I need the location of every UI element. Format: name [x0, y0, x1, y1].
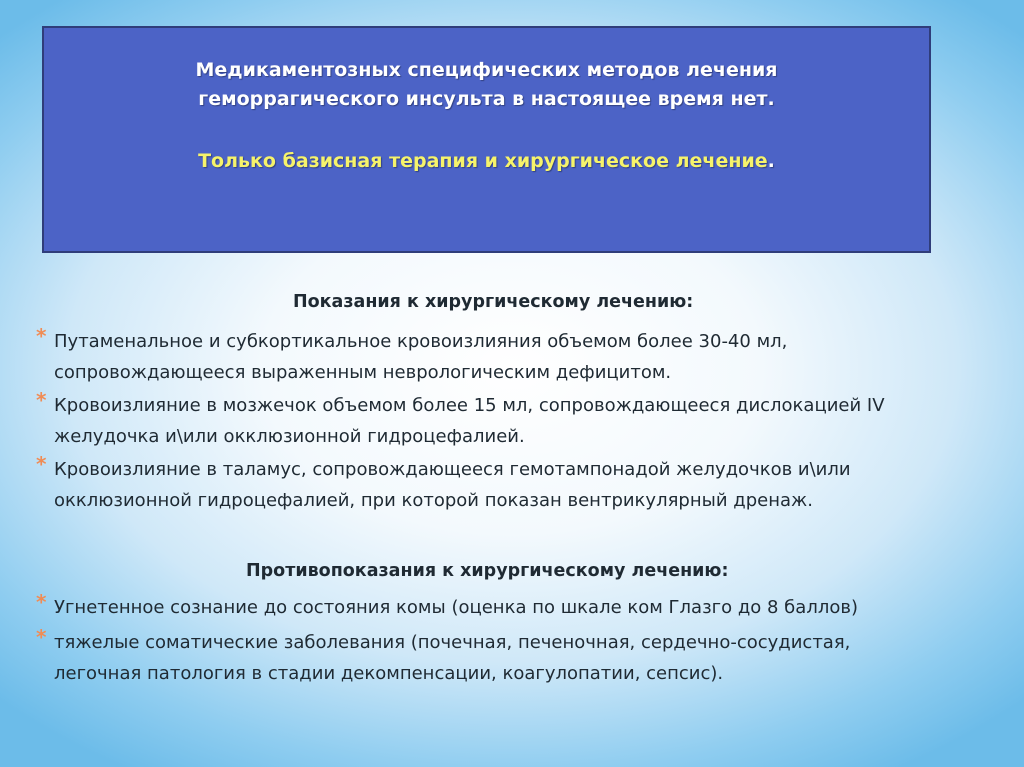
summary-line-2: геморрагического инсульта в настоящее время нет. [198, 88, 775, 110]
item-line: сопровождающееся выраженным неврологическим дефицитом. [54, 362, 672, 383]
contraindication-item [36, 627, 996, 689]
item-line: окклюзионной гидроцефалией, при которой показан вентрикулярный дренаж. [54, 490, 813, 511]
summary-highlight-text: Только базисная терапия и хирургическое лечение [198, 150, 768, 172]
bullet-star-icon: * [36, 452, 47, 476]
bullet-star-icon: * [36, 324, 47, 348]
bullet-star-icon: * [36, 388, 47, 412]
item-line: Кровоизлияние в мозжечок объемом более 15 мл, сопровождающееся дислокацией IV [54, 395, 885, 416]
contraindication-item [36, 592, 996, 623]
item-line: Угнетенное сознание до состояния комы (оценка по шкале ком Глазго до 8 баллов) [54, 597, 858, 618]
indication-item [36, 326, 996, 388]
bullet-star-icon: * [36, 625, 47, 649]
summary-highlight [44, 150, 929, 172]
summary-box [42, 26, 931, 253]
summary-line-1: Медикаментозных специфических методов лечения [195, 59, 778, 81]
indication-item [36, 390, 996, 452]
bullet-star-icon: * [36, 590, 47, 614]
summary-highlight-period: . [767, 150, 775, 172]
item-line: легочная патология в стадии декомпенсации, коагулопатии, сепсис). [54, 663, 724, 684]
item-line: тяжелые соматические заболевания (почечная, печеночная, сердечно-сосудистая, [54, 632, 851, 653]
item-line: желудочка и\или окклюзионной гидроцефалией. [54, 426, 525, 447]
indication-item [36, 454, 996, 516]
item-line: Путаменальное и субкортикальное кровоизлияния объемом более 30-40 мл, [54, 331, 788, 352]
contraindications-heading: Противопоказания к хирургическому лечению: [246, 561, 729, 581]
item-line: Кровоизлияние в таламус, сопровождающееся гемотампонадой желудочков и\или [54, 459, 851, 480]
indications-heading: Показания к хирургическому лечению: [293, 292, 694, 312]
